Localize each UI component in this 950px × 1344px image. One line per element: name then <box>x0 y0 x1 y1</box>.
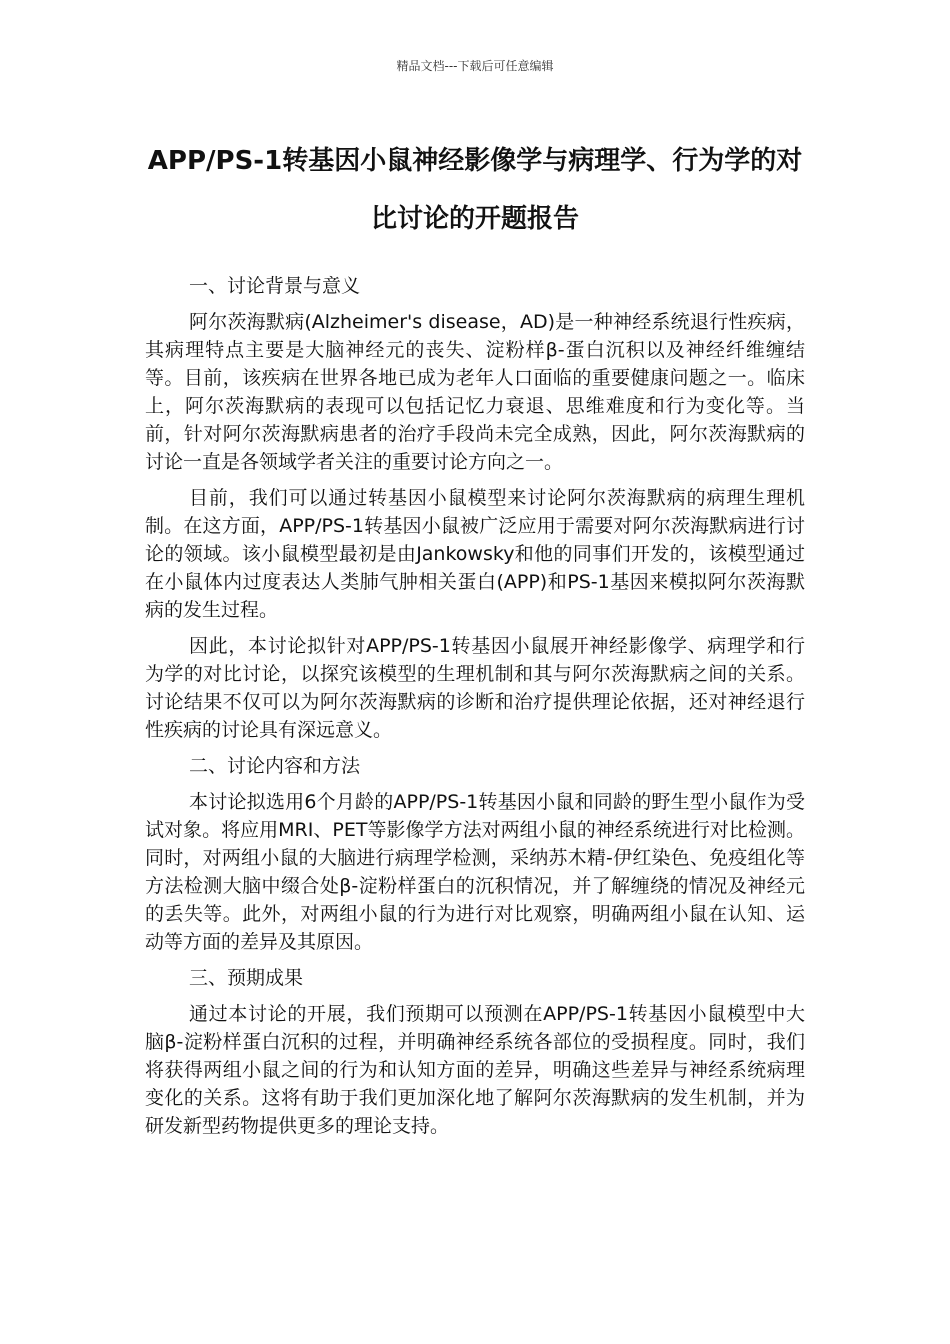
paragraph: 阿尔茨海默病(Alzheimer's disease，AD)是一种神经系统退行性疾病，其病理特点主要是大脑神经元的丧失、淀粉样β-蛋白沉积以及神经纤维缠结等。目前，该疾病在世界各地已成为老年人口面临的重要健康问题之一。临床上，阿尔茨海默病的表现可以包括记忆力衰退、思维难度和行为变化等。当前，针对阿尔茨海默病患者的治疗手段尚未完全成熟，因此，阿尔茨海默病的讨论一直是各领域学者关注的重要讨论方向之一。 <box>145 311 805 473</box>
section-heading: 一、讨论背景与意义 <box>189 275 361 297</box>
document-title: APP/PS-1转基因小鼠神经影像学与病理学、行为学的对比讨论的开题报告 <box>147 146 803 234</box>
section-heading: 三、预期成果 <box>189 967 304 989</box>
section-background <box>145 272 805 744</box>
paragraph: 目前，我们可以通过转基因小鼠模型来讨论阿尔茨海默病的病理生理机制。在这方面，APP/PS-1转基因小鼠被广泛应用于需要对阿尔茨海默病进行讨论的领域。该小鼠模型最初是由Jankowsky和他的同事们开发的，该模型通过在小鼠体内过度表达人类肺气肿相关蛋白(APP)和PS-1基因来模拟阿尔茨海默病的发生过程。 <box>145 487 805 621</box>
paragraph: 因此，本讨论拟针对APP/PS-1转基因小鼠展开神经影像学、病理学和行为学的对比讨论，以探究该模型的生理机制和其与阿尔茨海默病之间的关系。讨论结果不仅可以为阿尔茨海默病的诊断和治疗提供理论依据，还对神经退行性疾病的讨论具有深远意义。 <box>145 635 805 741</box>
paragraph: 本讨论拟选用6个月龄的APP/PS-1转基因小鼠和同龄的野生型小鼠作为受试对象。将应用MRI、PET等影像学方法对两组小鼠的神经系统进行对比检测。同时，对两组小鼠的大脑进行病理学检测，采纳苏木精-伊红染色、免疫组化等方法检测大脑中缀合处β-淀粉样蛋白的沉积情况，并了解缠绕的情况及神经元的丢失等。此外，对两组小鼠的行为进行对比观察，明确两组小鼠在认知、运动等方面的差异及其原因。 <box>145 791 805 953</box>
document-body <box>145 272 805 1148</box>
section-expected-results <box>145 964 805 1140</box>
paragraph: 通过本讨论的开展，我们预期可以预测在APP/PS-1转基因小鼠模型中大脑β-淀粉样蛋白沉积的过程，并明确神经系统各部位的受损程度。同时，我们将获得两组小鼠之间的行为和认知方面的差异，明确这些差异与神经系统病理变化的关系。这将有助于我们更加深化地了解阿尔茨海默病的发生机制，并为研发新型药物提供更多的理论支持。 <box>145 1003 805 1137</box>
section-content-methods <box>145 752 805 956</box>
section-heading: 二、讨论内容和方法 <box>189 755 361 777</box>
page-header-watermark: 精品文档---下载后可任意编辑 <box>396 59 554 73</box>
